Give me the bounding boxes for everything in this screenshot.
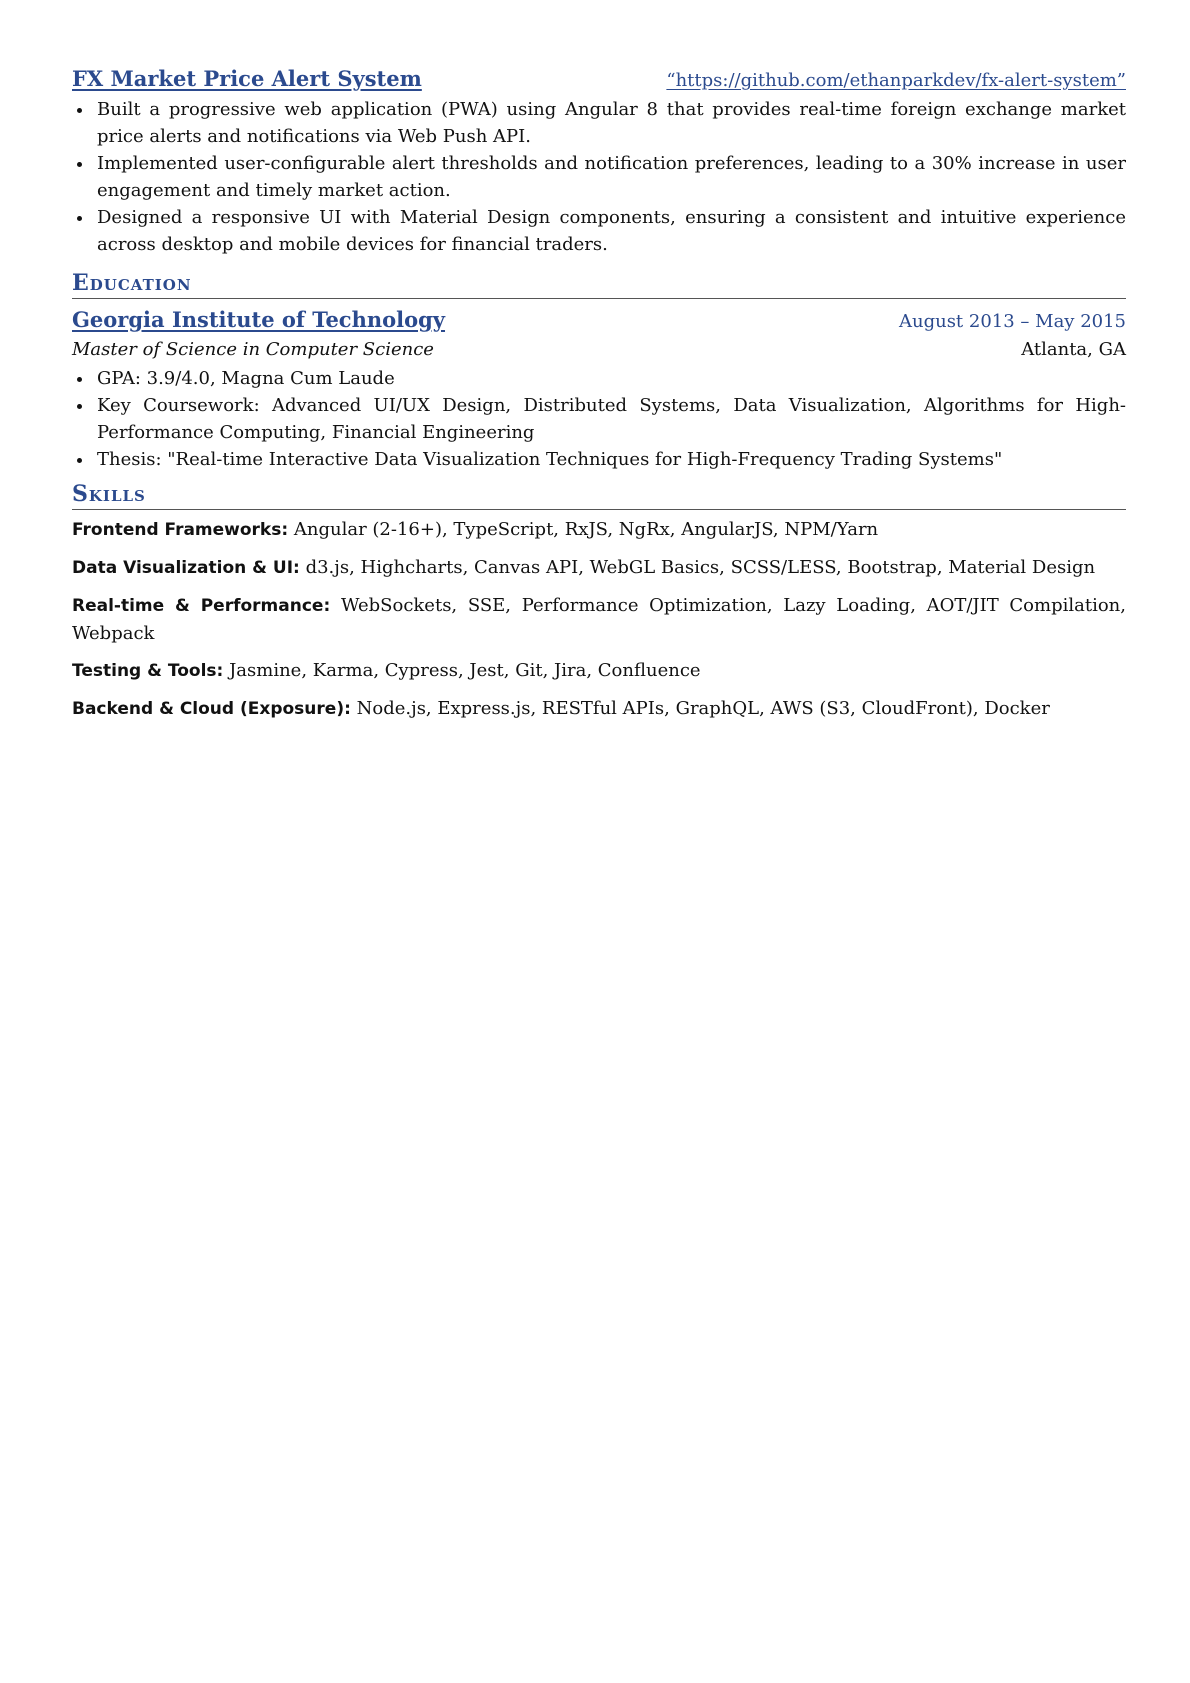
skill-row-frontend bbox=[72, 516, 1126, 544]
skill-value: WebSockets, SSE, Performance Optimization, Lazy Loading, AOT/JIT Compilation, Webpack bbox=[72, 595, 1126, 644]
list-item: GPA: 3.9/4.0, Magna Cum Laude bbox=[72, 365, 1126, 392]
skill-label: Data Visualization & UI: bbox=[72, 558, 300, 578]
skill-label: Testing & Tools: bbox=[72, 661, 224, 681]
degree-name: Master of Science in Computer Science bbox=[72, 339, 434, 360]
list-item: Implemented user-configurable alert thresholds and notification preferences, leading to a 30% increase in user engagement and timely market action. bbox=[72, 150, 1126, 204]
school-name-link[interactable]: Georgia Institute of Technology bbox=[72, 307, 446, 332]
list-item: Built a progressive web application (PWA) using Angular 8 that provides real-time foreign exchange market price alerts and notifications via Web Push API. bbox=[72, 96, 1126, 150]
project-title-link[interactable]: FX Market Price Alert System bbox=[72, 66, 422, 91]
skill-row-data-visualization bbox=[72, 554, 1126, 582]
list-item: Designed a responsive UI with Material Design components, ensuring a consistent and intuitive experience across desktop and mobile devices for financial traders. bbox=[72, 204, 1126, 258]
section-title: Education bbox=[72, 270, 192, 296]
skill-value: d3.js, Highcharts, Canvas API, WebGL Basics, SCSS/LESS, Bootstrap, Material Design bbox=[305, 557, 1096, 578]
project-header bbox=[72, 62, 1126, 96]
skill-row-testing bbox=[72, 657, 1126, 685]
skill-label: Backend & Cloud (Exposure): bbox=[72, 699, 351, 719]
section-title: Skills bbox=[72, 481, 146, 507]
resume-page bbox=[72, 62, 1126, 723]
skills-section-header bbox=[72, 479, 1126, 510]
education-dates: August 2013 – May 2015 bbox=[898, 311, 1126, 332]
education-header bbox=[72, 303, 1126, 337]
education-bullet-list bbox=[72, 365, 1126, 473]
skill-value: Node.js, Express.js, RESTful APIs, GraphQL, AWS (S3, CloudFront), Docker bbox=[356, 698, 1050, 719]
education-subheader bbox=[72, 337, 1126, 365]
skill-label: Real-time & Performance: bbox=[72, 596, 331, 616]
skills-list bbox=[72, 516, 1126, 723]
skill-row-realtime bbox=[72, 592, 1126, 647]
list-item: Thesis: "Real-time Interactive Data Visualization Techniques for High-Frequency Trading Systems" bbox=[72, 446, 1126, 473]
project-github-link[interactable]: “https://github.com/ethanparkdev/fx-alert-system” bbox=[666, 70, 1126, 91]
skill-label: Frontend Frameworks: bbox=[72, 520, 289, 540]
education-location: Atlanta, GA bbox=[1021, 339, 1126, 360]
project-bullet-list bbox=[72, 96, 1126, 258]
education-section-header bbox=[72, 268, 1126, 299]
skill-value: Jasmine, Karma, Cypress, Jest, Git, Jira, Confluence bbox=[229, 660, 701, 681]
list-item: Key Coursework: Advanced UI/UX Design, Distributed Systems, Data Visualization, Algorithms for High-Performance Computing, Financial Engineering bbox=[72, 392, 1126, 446]
skill-row-backend bbox=[72, 695, 1126, 723]
skill-value: Angular (2-16+), TypeScript, RxJS, NgRx, AngularJS, NPM/Yarn bbox=[293, 519, 879, 540]
